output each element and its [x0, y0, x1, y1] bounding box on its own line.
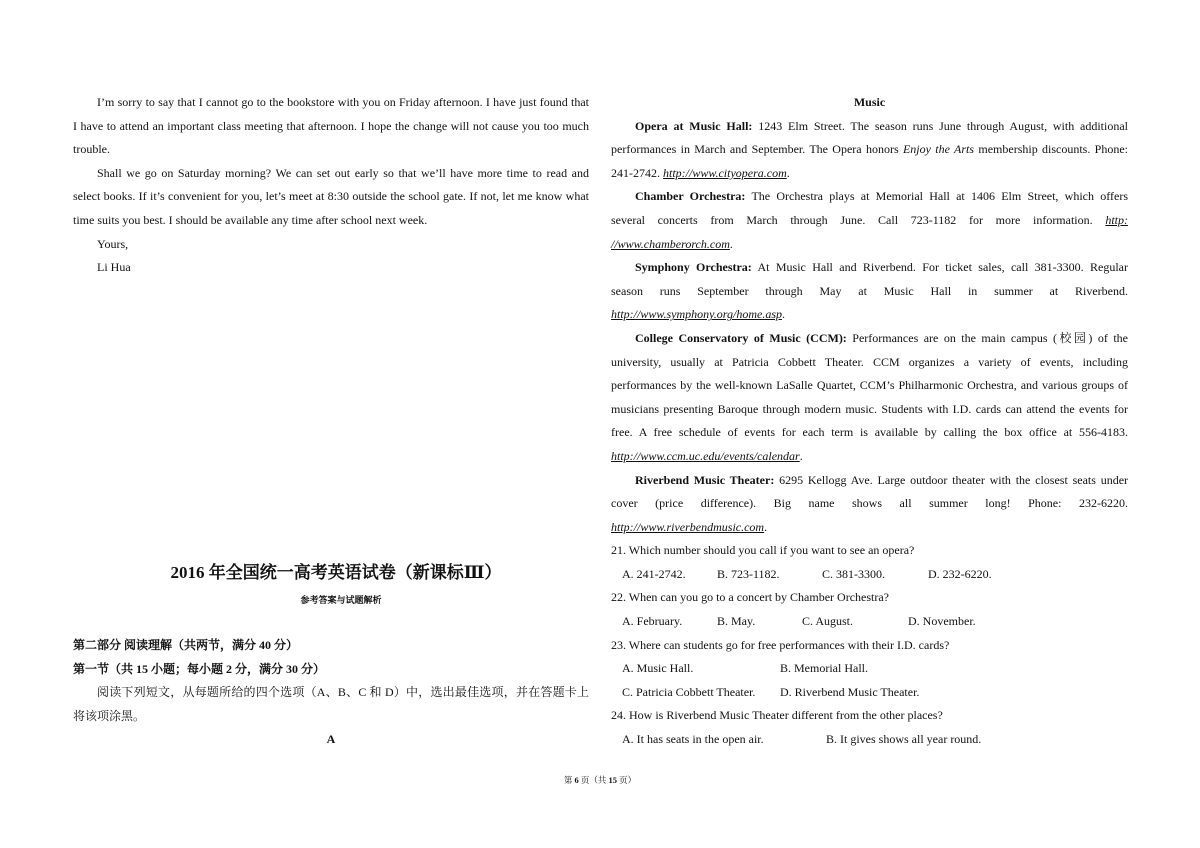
- answer-options: [611, 728, 1128, 752]
- passage-line: [611, 445, 1128, 469]
- venue-label: College Conservatory of Music (CCM):: [635, 330, 847, 345]
- venue-text: free. A free schedule of events for each term is available by calling the box office at 556-4183.: [611, 425, 1128, 440]
- venue-url[interactable]: http://www.riverbendmusic.com: [611, 519, 765, 534]
- passage-line: [611, 209, 1128, 233]
- answer-option: B. May.: [717, 614, 756, 629]
- venue-url[interactable]: http:: [1105, 212, 1128, 227]
- letter-line: I’m sorry to say that I cannot go to the bookstore with you on Friday afternoon. I have just found that: [97, 95, 589, 109]
- answer-option: B. It gives shows all year round.: [826, 732, 982, 747]
- passage-line: [611, 492, 1128, 516]
- passage-line: [611, 327, 1128, 351]
- question-stem: 24. How is Riverbend Music Theater different from the other places?: [611, 708, 943, 723]
- venue-label: Chamber Orchestra:: [635, 189, 746, 204]
- venue-text: several concerts from March through June. Call 723-1182 for more information.: [611, 212, 1093, 227]
- venue-url[interactable]: http://www.ccm.uc.edu/events/calendar: [611, 448, 800, 463]
- exam-instructions-section: [73, 634, 589, 752]
- question-stem: 21. Which number should you call if you want to see an opera?: [611, 543, 915, 558]
- venue-label: Opera at Music Hall:: [635, 118, 753, 133]
- answer-option: B. Memorial Hall.: [780, 661, 868, 676]
- venue-text: 1243 Elm Street. The season runs June through August, with additional: [758, 118, 1129, 133]
- venue-text: 6295 Kellogg Ave. Large outdoor theater with the closest seats under: [779, 472, 1129, 487]
- venue-url[interactable]: http://www.cityopera.com: [663, 165, 787, 180]
- punctuation: .: [782, 307, 785, 322]
- footer-text: 页）: [619, 775, 637, 785]
- letter-line: select books. If it’s convenient for you, let’s meet at 8:30 outside the school gate. If not, let me know what: [73, 189, 589, 204]
- venue-phone: 241-2742.: [611, 165, 660, 180]
- venue-text: The Orchestra plays at Memorial Hall at 1406 Elm Street, which offers: [751, 189, 1128, 204]
- venue-text: cover (price difference). Big name shows all summer long! Phone: 232-6220.: [611, 496, 1128, 511]
- answer-option: A. It has seats in the open air.: [622, 732, 764, 747]
- question-stem: 22. When can you go to a concert by Chamber Orchestra?: [611, 590, 890, 605]
- venue-text: At Music Hall and Riverbend. For ticket sales, call 381-3300. Regular: [757, 260, 1128, 275]
- footer-text: 第: [563, 775, 573, 785]
- answer-option: D. November.: [908, 614, 976, 629]
- passage-line: [611, 398, 1128, 422]
- current-page-number: 6: [574, 775, 579, 785]
- footer-text: 页（共: [580, 775, 607, 785]
- answer-options: [611, 657, 1128, 681]
- section-heading: 第一节（共 15 小题；每小题 2 分，满分 30 分）: [73, 661, 326, 676]
- passage-title: Music: [853, 95, 886, 109]
- venue-text: university, usually at Patricia Cobbett Theater. CCM organizes a variety of events, including: [611, 354, 1128, 369]
- passage-line: [611, 351, 1128, 375]
- passage-line: [611, 185, 1128, 209]
- passage-line: [611, 516, 1128, 540]
- answer-options: [611, 610, 1128, 634]
- page-number-footer: [0, 772, 1200, 788]
- answer-option: A. Music Hall.: [622, 661, 694, 676]
- exam-title: 2016 年全国统一高考英语试卷（新课标Ⅲ）: [170, 563, 502, 582]
- passage-line: [611, 421, 1128, 445]
- letter-line: I have to attend an important class meeting that afternoon. I hope the change will not cause you too much: [73, 118, 589, 133]
- passage-line: [611, 138, 1128, 162]
- passage-line: [611, 256, 1128, 280]
- venue-text: performances in March and September. The Opera honors: [611, 142, 899, 157]
- part-heading: 第二部分 阅读理解（共两节，满分 40 分）: [73, 638, 299, 652]
- letter-line: time suits you best. I should be available any time after school next week.: [73, 212, 428, 227]
- answer-option: C. August.: [802, 614, 854, 629]
- venue-text: performances by the well-known LaSalle Quartet, CCM’s Philharmonic Orchestra, and various groups of: [611, 378, 1128, 393]
- venue-text: musicians presenting Baroque through modern music. Students with I.D. cards can attend the events for: [611, 401, 1128, 416]
- letter-signature: Li Hua: [97, 260, 131, 275]
- answer-options: [611, 563, 1128, 587]
- venue-text: membership discounts. Phone:: [978, 142, 1129, 157]
- exam-subtitle: 参考答案与试题解析: [300, 595, 382, 605]
- answer-option: B. 723-1182.: [717, 566, 780, 581]
- punctuation: .: [799, 448, 803, 463]
- question-stem: 23. Where can students go for free performances with their I.D. cards?: [611, 637, 950, 652]
- venue-label: Symphony Orchestra:: [635, 260, 752, 275]
- answer-option: C. 381-3300.: [822, 566, 885, 581]
- passage-line: [611, 469, 1128, 493]
- venue-url[interactable]: //www.chamberorch.com: [611, 236, 730, 251]
- answer-option: A. February.: [622, 614, 683, 629]
- passage-section: [611, 91, 1128, 752]
- passage-label: A: [326, 732, 336, 747]
- answer-options: [611, 681, 1128, 705]
- venue-text: Performances are on the main campus (校园) of the: [852, 330, 1128, 345]
- passage-line: [611, 115, 1128, 139]
- answer-option: A. 241-2742.: [622, 566, 686, 581]
- instructions-line: 将该项涂黑。: [73, 708, 146, 723]
- passage-line: [611, 233, 1128, 257]
- passage-line: [611, 374, 1128, 398]
- punctuation: .: [729, 236, 733, 251]
- passage-line: [611, 280, 1128, 304]
- venue-text: season runs September through May at Music Hall in summer at Riverbend.: [611, 283, 1128, 298]
- answer-option: C. Patricia Cobbett Theater.: [622, 684, 756, 699]
- venue-url[interactable]: http://www.symphony.org/home.asp: [611, 307, 782, 322]
- answer-option: D. 232-6220.: [928, 566, 992, 581]
- passage-line: [611, 303, 1128, 327]
- venue-label: Riverbend Music Theater:: [635, 472, 775, 487]
- punctuation: .: [764, 519, 768, 534]
- answer-option: D. Riverbend Music Theater.: [780, 684, 920, 699]
- letter-line: trouble.: [73, 142, 110, 157]
- total-page-count: 15: [608, 775, 617, 785]
- letter-line: Shall we go on Saturday morning? We can set out early so that we’ll have more time to read and: [97, 165, 589, 180]
- letter-section: [73, 91, 589, 280]
- letter-closing: Yours,: [97, 236, 129, 251]
- punctuation: .: [786, 165, 790, 180]
- program-name: Enjoy the Arts: [902, 142, 975, 157]
- instructions-line: 阅读下列短文，从每题所给的四个选项（A、B、C 和 D）中，选出最佳选项，并在答题卡上: [97, 685, 589, 700]
- passage-line: [611, 162, 1128, 186]
